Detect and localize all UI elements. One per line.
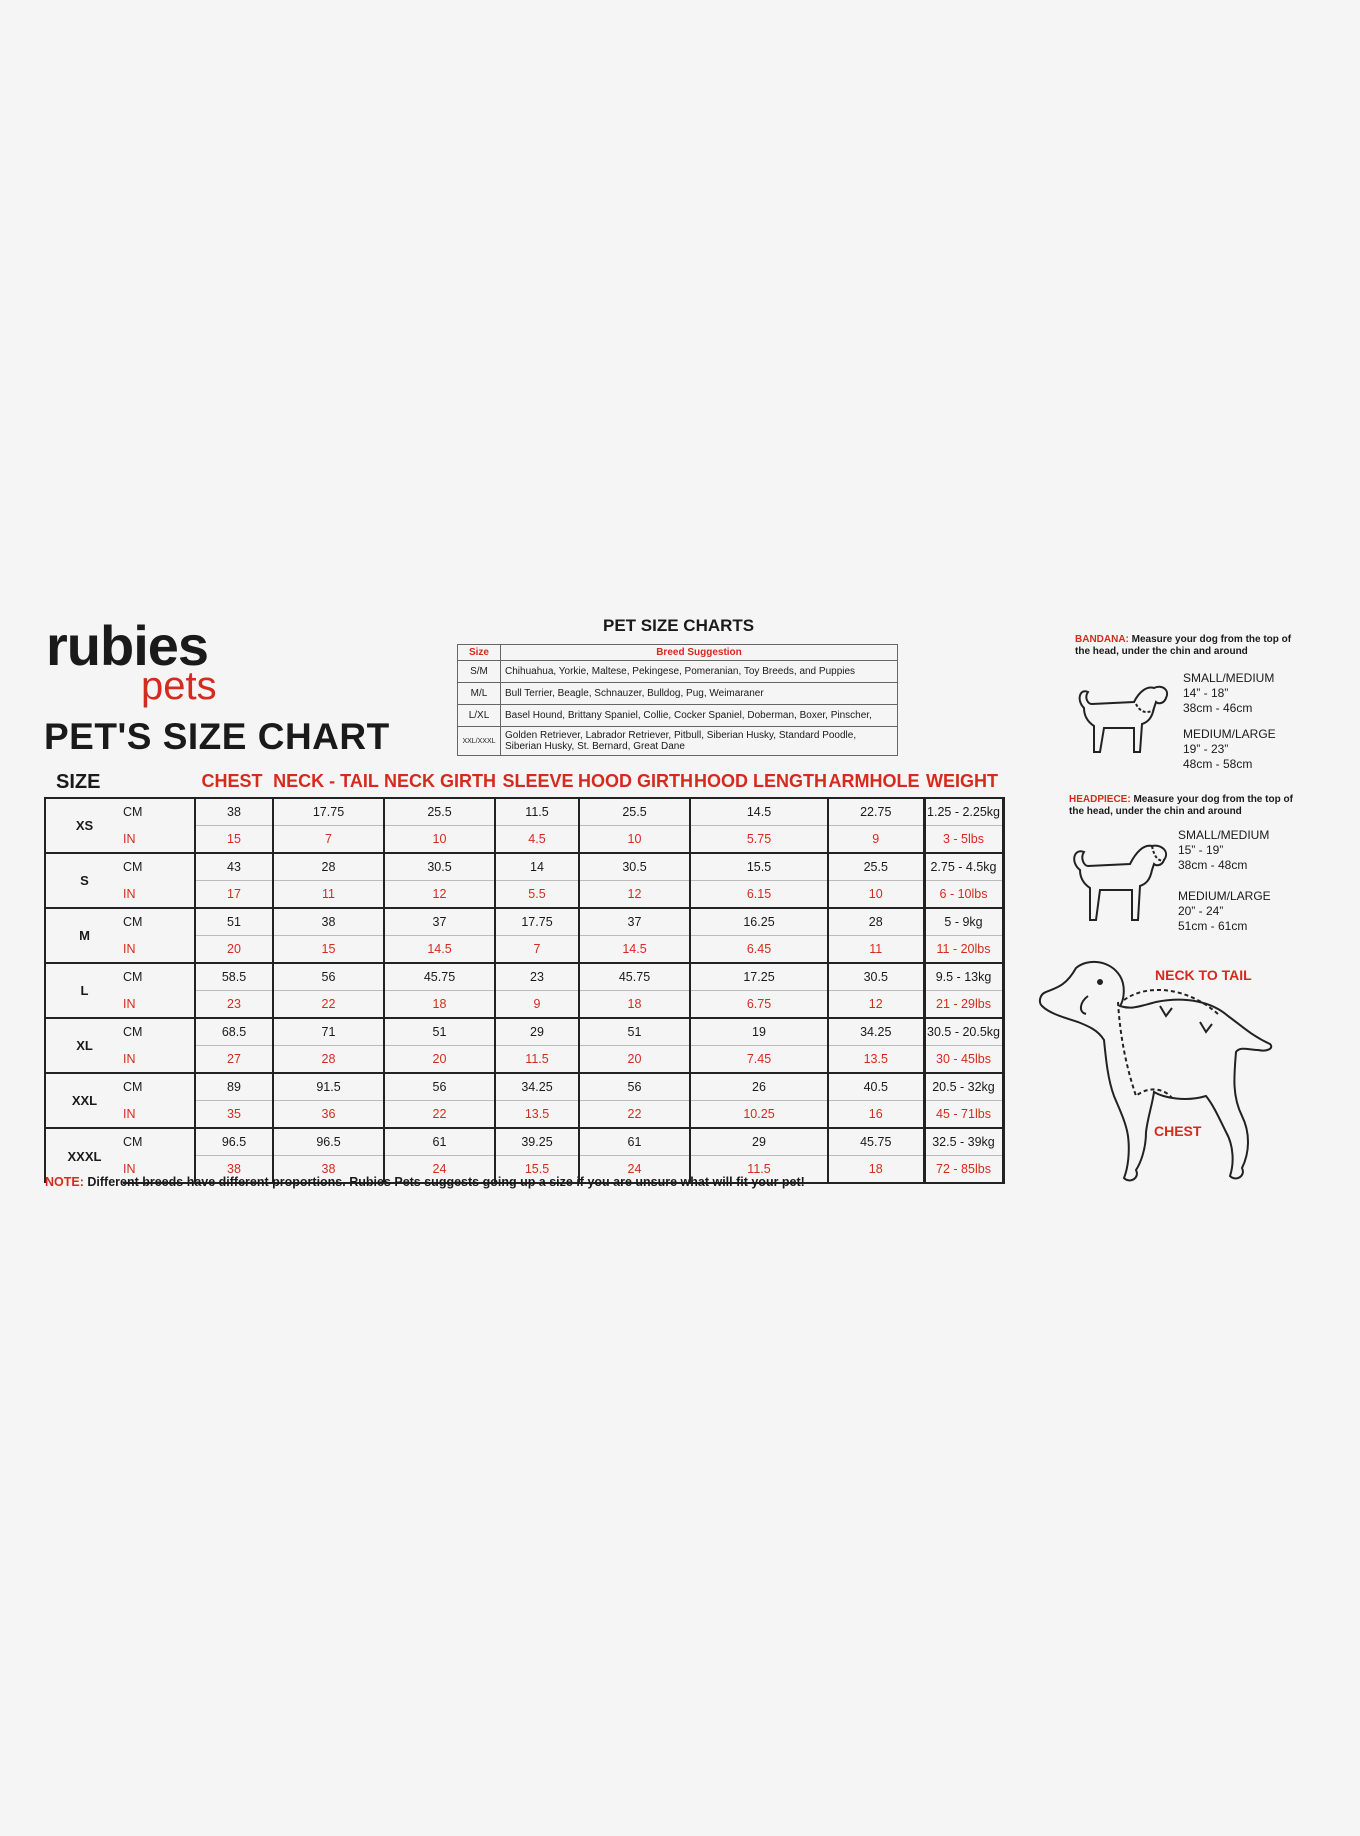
- col-neck-tail: NECK - TAIL: [273, 771, 379, 791]
- breed-size: S/M: [458, 661, 501, 683]
- page-title: PET'S SIZE CHART: [44, 716, 390, 757]
- size-value: 22.75: [828, 798, 924, 826]
- col-neck-girth: NECK GIRTH: [384, 771, 496, 791]
- size-value: 68.5: [195, 1018, 273, 1046]
- breed-list: Basel Hound, Brittany Spaniel, Collie, Cocker Spaniel, Doberman, Boxer, Pinscher,: [501, 705, 898, 727]
- size-value: 28: [273, 853, 384, 881]
- size-value: 23: [195, 991, 273, 1019]
- size-value: 56: [273, 963, 384, 991]
- size-value: 34.25: [495, 1073, 579, 1101]
- size-value: 20.5 - 32kg: [924, 1073, 1003, 1101]
- size-row-in: [45, 991, 1003, 1019]
- size-value: 27: [195, 1046, 273, 1074]
- breed-row: [458, 705, 898, 727]
- size-value: 22: [384, 1101, 495, 1129]
- bandana-small-title: SMALL/MEDIUM: [1183, 671, 1275, 685]
- headpiece-large-title: MEDIUM/LARGE: [1178, 889, 1271, 903]
- size-row-cm: [45, 853, 1003, 881]
- size-value: 11.5: [495, 798, 579, 826]
- small-dog-headpiece-icon: [1068, 836, 1172, 926]
- size-value: 15.5: [690, 853, 828, 881]
- size-value: 25.5: [579, 798, 690, 826]
- size-value: 2.75 - 4.5kg: [924, 853, 1003, 881]
- size-value: 20: [579, 1046, 690, 1074]
- size-row-in: [45, 1046, 1003, 1074]
- unit-label: IN: [123, 1156, 195, 1184]
- size-value: 20: [384, 1046, 495, 1074]
- unit-label: IN: [123, 826, 195, 854]
- note-text: [45, 1174, 805, 1190]
- size-value: 38: [273, 908, 384, 936]
- size-value: 18: [828, 1156, 924, 1184]
- bandana-large-title: MEDIUM/LARGE: [1183, 727, 1276, 741]
- size-value: 15.5: [495, 1156, 579, 1184]
- size-value: 6.15: [690, 881, 828, 909]
- size-value: 4.5: [495, 826, 579, 854]
- size-value: 10: [828, 881, 924, 909]
- unit-label: IN: [123, 1046, 195, 1074]
- col-sleeve: SLEEVE: [502, 771, 574, 791]
- breed-list: Golden Retriever, Labrador Retriever, Pitbull, Siberian Husky, Standard Poodle, Siberian Husky, St. Bernard, Great Dane: [501, 727, 898, 756]
- size-value: 17.75: [273, 798, 384, 826]
- size-value: 9: [828, 826, 924, 854]
- size-value: 7: [495, 936, 579, 964]
- note-label: NOTE:: [45, 1175, 84, 1189]
- size-value: 30.5: [384, 853, 495, 881]
- breed-row: [458, 727, 898, 756]
- size-value: 20: [195, 936, 273, 964]
- size-value: 26: [690, 1073, 828, 1101]
- headpiece-large-in: 20” - 24”: [1178, 904, 1224, 918]
- size-value: 96.5: [195, 1128, 273, 1156]
- size-value: 14.5: [384, 936, 495, 964]
- bandana-label: BANDANA:: [1075, 634, 1129, 645]
- size-value: 9: [495, 991, 579, 1019]
- size-value: 28: [828, 908, 924, 936]
- size-value: 61: [579, 1128, 690, 1156]
- size-value: 56: [579, 1073, 690, 1101]
- size-column-heading: SIZE: [56, 771, 101, 793]
- size-value: 10: [579, 826, 690, 854]
- col-chest: CHEST: [201, 771, 263, 791]
- bandana-instructions: [1075, 634, 1305, 658]
- size-value: 37: [384, 908, 495, 936]
- size-value: 17.75: [495, 908, 579, 936]
- bandana-small-cm: 38cm - 46cm: [1183, 701, 1253, 715]
- size-row-in: [45, 936, 1003, 964]
- size-value: 11: [273, 881, 384, 909]
- size-value: 6.45: [690, 936, 828, 964]
- unit-label: CM: [123, 1018, 195, 1046]
- col-armhole: ARMHOLE: [828, 771, 920, 791]
- size-value: 6.75: [690, 991, 828, 1019]
- size-value: 37: [579, 908, 690, 936]
- size-row-in: [45, 1101, 1003, 1129]
- size-value: 15: [195, 826, 273, 854]
- size-value: 15: [273, 936, 384, 964]
- size-label: XL: [45, 1018, 123, 1073]
- size-value: 10.25: [690, 1101, 828, 1129]
- size-value: 58.5: [195, 963, 273, 991]
- size-value: 72 - 85lbs: [924, 1156, 1003, 1184]
- size-value: 43: [195, 853, 273, 881]
- size-value: 91.5: [273, 1073, 384, 1101]
- size-value: 19: [690, 1018, 828, 1046]
- size-value: 6 - 10lbs: [924, 881, 1003, 909]
- size-value: 30 - 45lbs: [924, 1046, 1003, 1074]
- size-value: 14.5: [579, 936, 690, 964]
- note-body: Different breeds have different proportions. Rubies Pets suggests going up a size if you are unsure what will fit your pet!: [83, 1175, 805, 1189]
- breed-row: [458, 683, 898, 705]
- neck-to-tail-label: NECK TO TAIL: [1155, 967, 1252, 983]
- size-row-cm: [45, 908, 1003, 936]
- size-value: 7.45: [690, 1046, 828, 1074]
- size-value: 29: [690, 1128, 828, 1156]
- col-hood-girth: HOOD GIRTH: [578, 771, 693, 791]
- headpiece-small-cm: 38cm - 48cm: [1178, 858, 1248, 872]
- size-value: 17.25: [690, 963, 828, 991]
- size-value: 16: [828, 1101, 924, 1129]
- size-value: 38: [273, 1156, 384, 1184]
- size-value: 36: [273, 1101, 384, 1129]
- size-label: S: [45, 853, 123, 908]
- size-value: 51: [579, 1018, 690, 1046]
- size-value: 45 - 71lbs: [924, 1101, 1003, 1129]
- size-value: 56: [384, 1073, 495, 1101]
- breed-table-header: [458, 645, 898, 661]
- size-value: 24: [384, 1156, 495, 1184]
- pet-size-table: [44, 797, 1005, 1184]
- headpiece-large-cm: 51cm - 61cm: [1178, 919, 1248, 933]
- size-value: 29: [495, 1018, 579, 1046]
- unit-label: IN: [123, 881, 195, 909]
- size-row-cm: [45, 798, 1003, 826]
- size-value: 11 - 20lbs: [924, 936, 1003, 964]
- size-value: 5 - 9kg: [924, 908, 1003, 936]
- size-value: 3 - 5lbs: [924, 826, 1003, 854]
- size-value: 51: [384, 1018, 495, 1046]
- size-value: 5.75: [690, 826, 828, 854]
- size-row-cm: [45, 963, 1003, 991]
- unit-label: CM: [123, 1073, 195, 1101]
- size-value: 24: [579, 1156, 690, 1184]
- size-value: 34.25: [828, 1018, 924, 1046]
- size-value: 25.5: [384, 798, 495, 826]
- size-value: 38: [195, 798, 273, 826]
- size-value: 21 - 29lbs: [924, 991, 1003, 1019]
- breed-list: Bull Terrier, Beagle, Schnauzer, Bulldog, Pug, Weimaraner: [501, 683, 898, 705]
- size-label: XS: [45, 798, 123, 853]
- bandana-small-in: 14” - 18”: [1183, 686, 1229, 700]
- chest-label: CHEST: [1154, 1123, 1202, 1139]
- headpiece-small-in: 15” - 19”: [1178, 843, 1224, 857]
- breed-list: Chihuahua, Yorkie, Maltese, Pekingese, Pomeranian, Toy Breeds, and Puppies: [501, 661, 898, 683]
- size-value: 11: [828, 936, 924, 964]
- bandana-text: Measure your dog from the top of the head, under the chin and around: [1075, 634, 1292, 657]
- size-value: 45.75: [579, 963, 690, 991]
- rubies-pets-logo: [46, 614, 246, 708]
- unit-label: IN: [123, 991, 195, 1019]
- size-row-cm: [45, 1018, 1003, 1046]
- breed-size: XXL/XXXL: [458, 727, 501, 756]
- size-label: XXXL: [45, 1128, 123, 1183]
- size-value: 45.75: [828, 1128, 924, 1156]
- size-value: 11.5: [495, 1046, 579, 1074]
- size-value: 45.75: [384, 963, 495, 991]
- size-row-cm: [45, 1073, 1003, 1101]
- headpiece-label: HEADPIECE:: [1069, 794, 1131, 805]
- breed-row: [458, 661, 898, 683]
- size-value: 9.5 - 13kg: [924, 963, 1003, 991]
- dog-measurement-diagram: [1036, 956, 1276, 1190]
- size-value: 25.5: [828, 853, 924, 881]
- size-value: 14: [495, 853, 579, 881]
- size-value: 61: [384, 1128, 495, 1156]
- logo-sub-text: pets: [141, 664, 217, 708]
- breed-header-size: Size: [458, 645, 501, 661]
- size-value: 12: [828, 991, 924, 1019]
- size-value: 12: [384, 881, 495, 909]
- breed-suggestion-table: [457, 644, 898, 756]
- unit-label: IN: [123, 936, 195, 964]
- size-row-cm: [45, 1128, 1003, 1156]
- size-value: 35: [195, 1101, 273, 1129]
- size-value: 5.5: [495, 881, 579, 909]
- size-value: 7: [273, 826, 384, 854]
- col-hood-length: HOOD LENGTH: [694, 771, 827, 791]
- size-value: 30.5 - 20.5kg: [924, 1018, 1003, 1046]
- size-label: M: [45, 908, 123, 963]
- size-value: 18: [384, 991, 495, 1019]
- size-value: 11.5: [690, 1156, 828, 1184]
- size-row-in: [45, 881, 1003, 909]
- size-value: 96.5: [273, 1128, 384, 1156]
- breed-size: M/L: [458, 683, 501, 705]
- size-value: 30.5: [828, 963, 924, 991]
- unit-label: IN: [123, 1101, 195, 1129]
- size-value: 17: [195, 881, 273, 909]
- unit-label: CM: [123, 963, 195, 991]
- size-value: 22: [579, 1101, 690, 1129]
- size-row-in: [45, 826, 1003, 854]
- size-value: 89: [195, 1073, 273, 1101]
- size-value: 10: [384, 826, 495, 854]
- breed-header-suggestion: Breed Suggestion: [501, 645, 898, 661]
- size-label: XXL: [45, 1073, 123, 1128]
- bandana-large-in: 19” - 23”: [1183, 742, 1229, 756]
- headpiece-text: Measure your dog from the top of the head, under the chin and around: [1069, 794, 1293, 817]
- size-value: 23: [495, 963, 579, 991]
- size-value: 12: [579, 881, 690, 909]
- unit-label: CM: [123, 1128, 195, 1156]
- size-value: 40.5: [828, 1073, 924, 1101]
- col-weight: WEIGHT: [926, 771, 998, 791]
- breed-size: L/XL: [458, 705, 501, 727]
- unit-label: CM: [123, 853, 195, 881]
- size-value: 16.25: [690, 908, 828, 936]
- size-value: 39.25: [495, 1128, 579, 1156]
- size-label: L: [45, 963, 123, 1018]
- size-value: 38: [195, 1156, 273, 1184]
- size-value: 1.25 - 2.25kg: [924, 798, 1003, 826]
- size-value: 22: [273, 991, 384, 1019]
- breed-chart-title: PET SIZE CHARTS: [603, 616, 755, 635]
- headpiece-instructions: [1069, 794, 1299, 818]
- size-value: 71: [273, 1018, 384, 1046]
- size-value: 32.5 - 39kg: [924, 1128, 1003, 1156]
- size-value: 30.5: [579, 853, 690, 881]
- small-dog-bandana-icon: [1074, 678, 1172, 758]
- unit-label: CM: [123, 798, 195, 826]
- bandana-large-cm: 48cm - 58cm: [1183, 757, 1253, 771]
- unit-label: CM: [123, 908, 195, 936]
- size-value: 14.5: [690, 798, 828, 826]
- size-value: 13.5: [828, 1046, 924, 1074]
- size-value: 28: [273, 1046, 384, 1074]
- headpiece-small-title: SMALL/MEDIUM: [1178, 828, 1270, 842]
- size-value: 18: [579, 991, 690, 1019]
- size-value: 51: [195, 908, 273, 936]
- size-value: 13.5: [495, 1101, 579, 1129]
- logo-brand-text: rubies: [46, 614, 209, 677]
